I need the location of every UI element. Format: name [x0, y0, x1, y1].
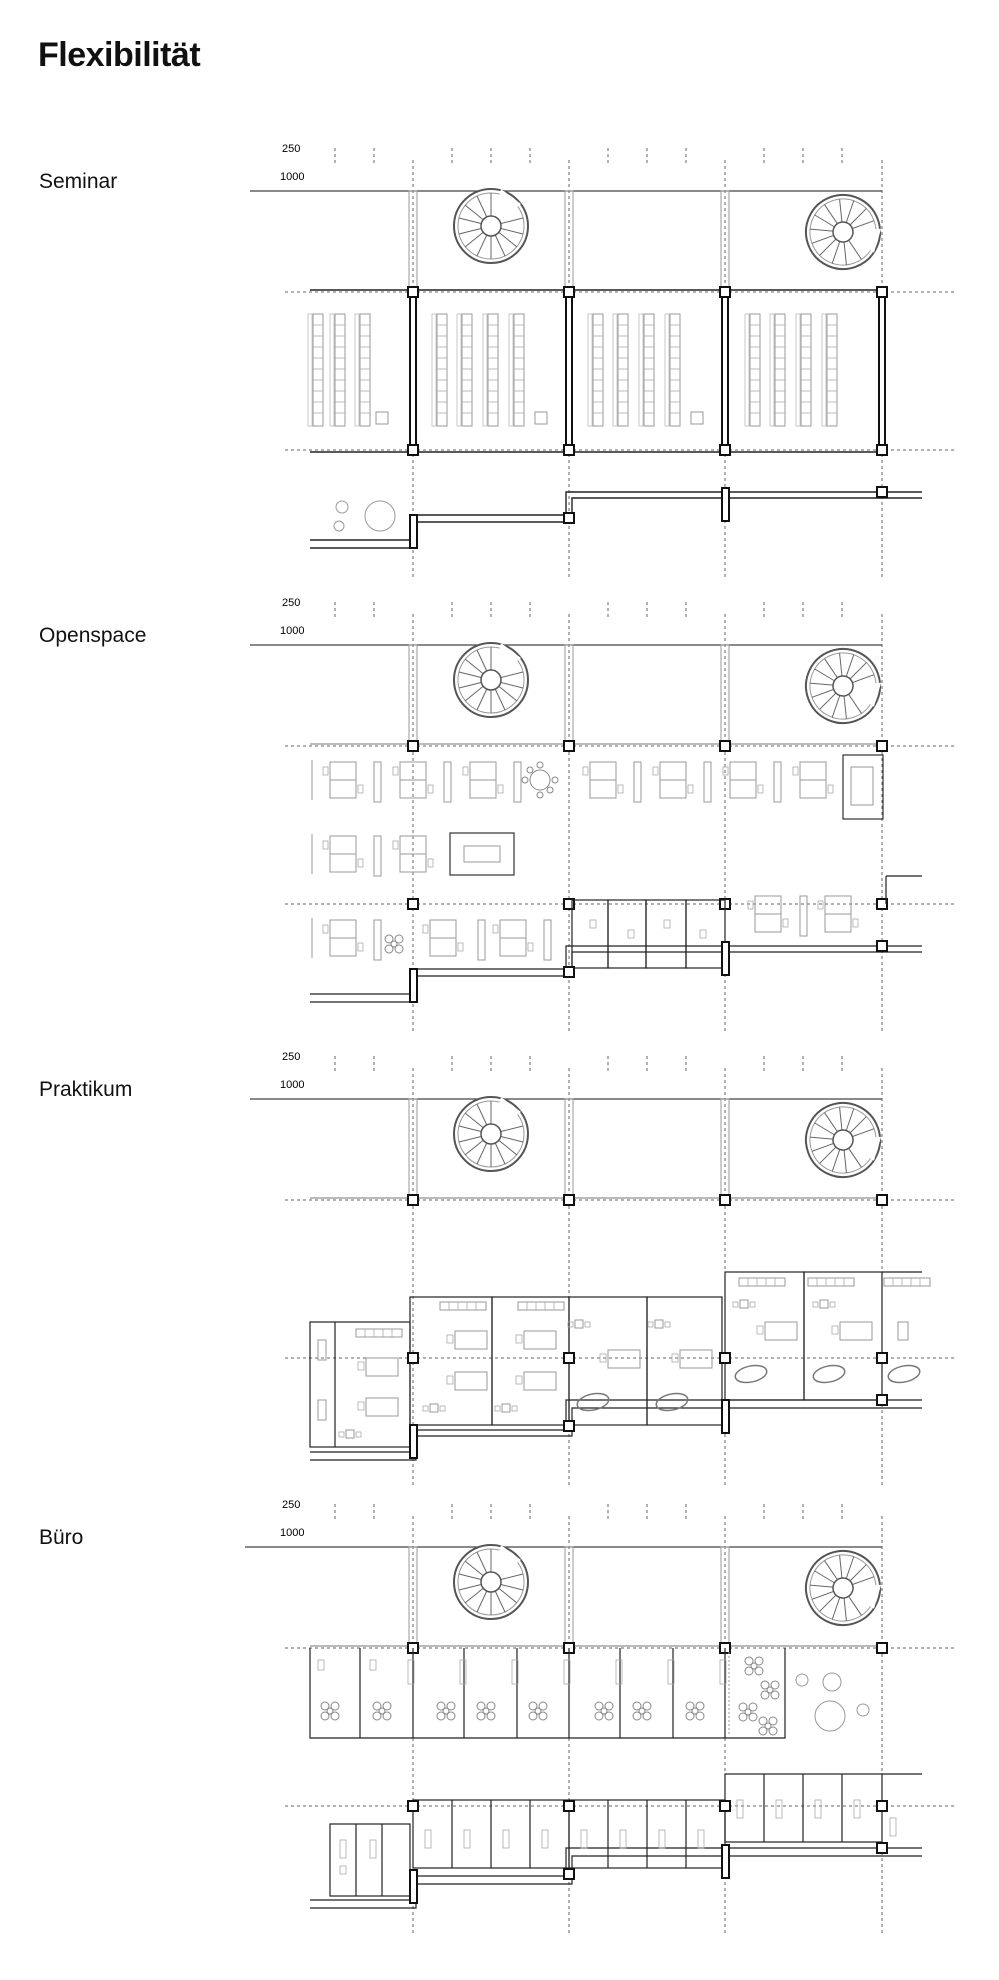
label-seminar: Seminar — [39, 170, 118, 193]
plan-openspace — [250, 597, 955, 1034]
plan-praktikum — [250, 1051, 955, 1488]
scale-1000: 1000 — [280, 625, 305, 637]
label-praktikum: Praktikum — [39, 1078, 133, 1101]
label-buero: Büro — [39, 1526, 84, 1549]
scale-1000: 1000 — [280, 171, 305, 183]
scale-250: 250 — [282, 597, 301, 609]
plan-buero — [245, 1499, 955, 1936]
scale-1000: 1000 — [280, 1079, 305, 1091]
scale-250: 250 — [282, 1499, 301, 1511]
label-openspace: Openspace — [39, 624, 147, 647]
scale-250: 250 — [282, 143, 301, 155]
scale-1000: 1000 — [280, 1527, 305, 1539]
page-title: Flexibilität — [38, 36, 201, 74]
plan-seminar — [250, 143, 955, 580]
scale-250: 250 — [282, 1051, 301, 1063]
